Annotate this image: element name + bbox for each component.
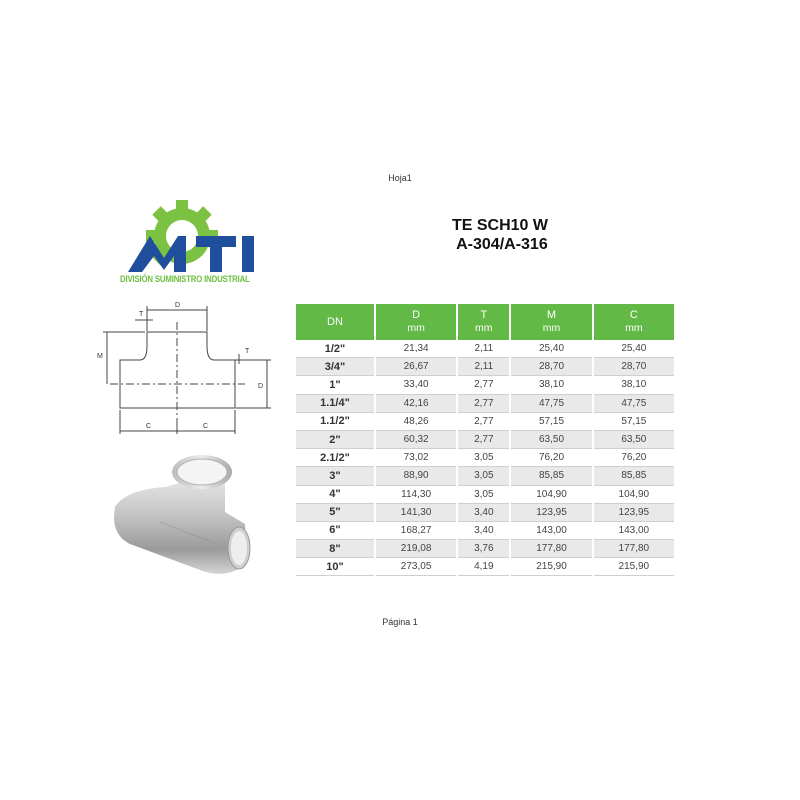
- label-m: M: [97, 353, 103, 360]
- header-t: T mm: [458, 304, 509, 340]
- table-row: 8" 219,08 3,76 177,80 177,80: [296, 540, 674, 558]
- table-row: 2.1/2" 73,02 3,05 76,20 76,20: [296, 449, 674, 467]
- logo-letters: MTI: [195, 270, 197, 271]
- table-row: 3/4" 26,67 2,11 28,70 28,70: [296, 358, 674, 376]
- specifications-table: [294, 304, 676, 576]
- table-row: 1.1/4" 42,16 2,77 47,75 47,75: [296, 395, 674, 413]
- table-row: 10" 273,05 4,19 215,90 215,90: [296, 558, 674, 576]
- table-row: 2" 60,32 2,77 63,50 63,50: [296, 431, 674, 449]
- label-t-right: T: [245, 348, 250, 355]
- header-c: C mm: [594, 304, 674, 340]
- header-d: D mm: [376, 304, 456, 340]
- logo-subtitle: DIVISIÓN SUMINISTRO INDUSTRIAL: [120, 274, 250, 285]
- table-row: 1/2" 21,34 2,11 25,40 25,40: [296, 340, 674, 358]
- label-d-right: D: [258, 383, 264, 390]
- tee-technical-drawing: [95, 298, 275, 438]
- label-d-top: D: [175, 302, 181, 309]
- tee-product-photo: [105, 452, 265, 587]
- label-c-right: C: [203, 423, 209, 430]
- product-title: [400, 216, 600, 254]
- table-row: 1.1/2" 48,26 2,77 57,15 57,15: [296, 413, 674, 431]
- table-row: 1" 33,40 2,77 38,10 38,10: [296, 376, 674, 394]
- title-line-1: TE SCH10 W: [451, 217, 548, 234]
- table-row: 6" 168,27 3,40 143,00 143,00: [296, 522, 674, 540]
- table-body: [296, 340, 674, 576]
- table-row: 5" 141,30 3,40 123,95 123,95: [296, 504, 674, 522]
- table-row: 4" 114,30 3,05 104,90 104,90: [296, 486, 674, 504]
- label-t-top: T: [139, 311, 144, 318]
- header-m: M mm: [511, 304, 591, 340]
- sheet-header: Hoja1: [388, 173, 412, 183]
- sheet-footer: Página 1: [382, 617, 418, 627]
- label-c-left: C: [146, 423, 152, 430]
- table-row: 3" 88,90 3,05 85,85 85,85: [296, 467, 674, 485]
- table-header-row: [296, 304, 674, 340]
- header-dn: DN: [296, 304, 374, 340]
- title-line-2: A-304/A-316: [452, 236, 548, 253]
